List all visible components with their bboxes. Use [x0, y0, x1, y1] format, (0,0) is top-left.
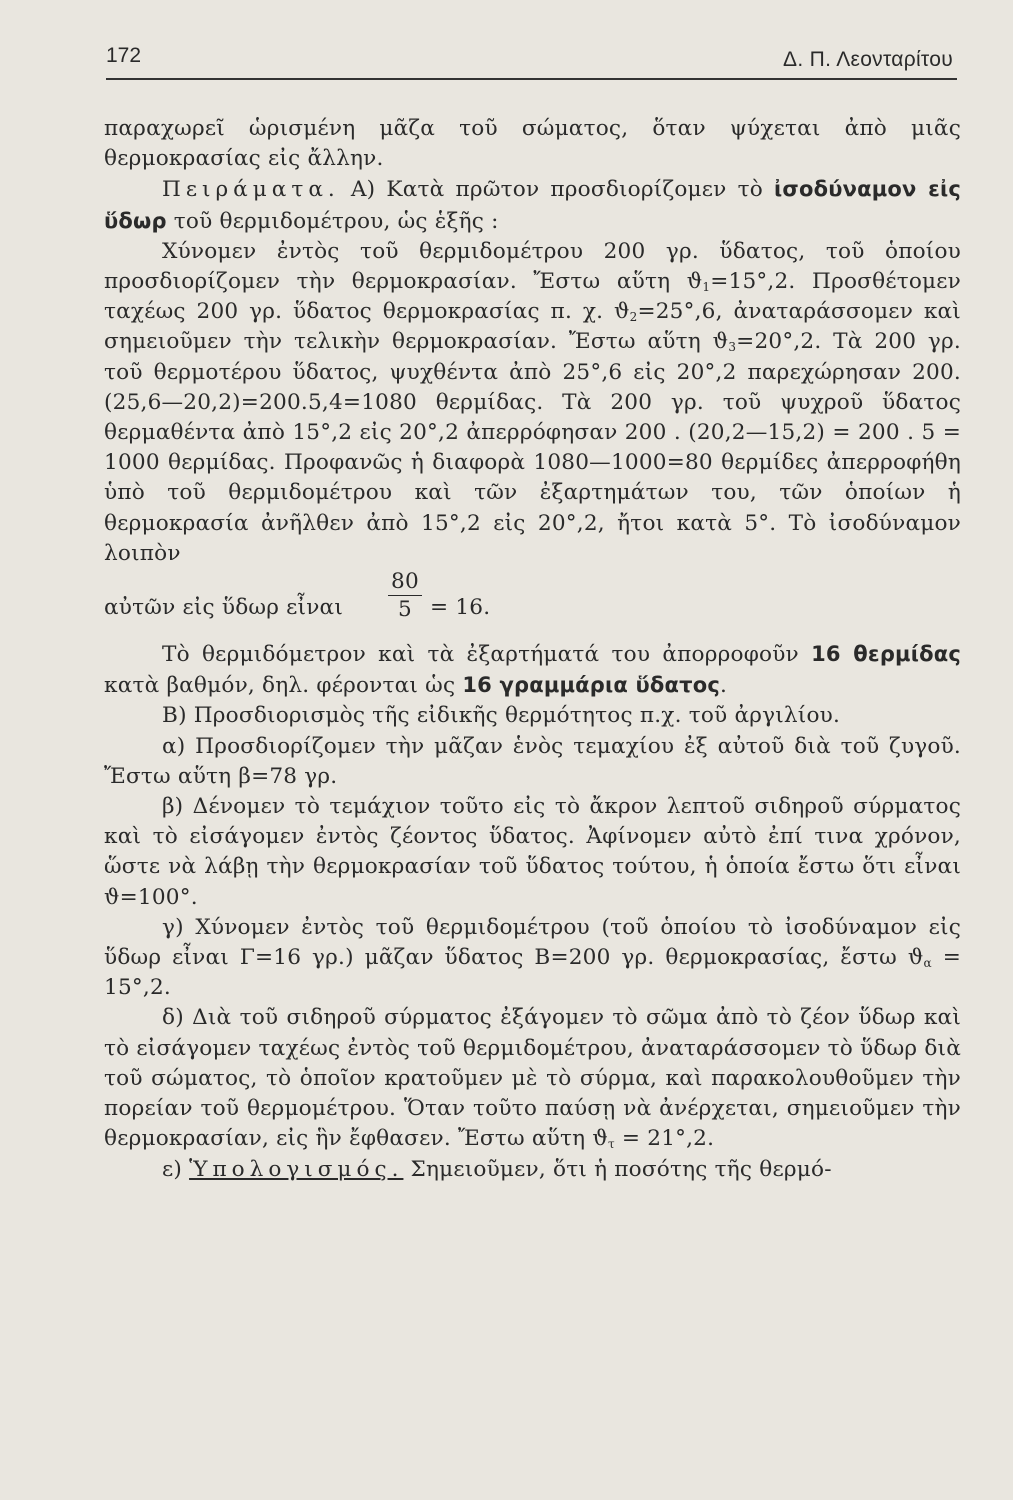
paragraph-intro: παραχωρεῖ ὡρισμένη μᾶζα τοῦ σώματος, ὅταν ψύχεται ἀπὸ μιᾶς θερμοκρασίας εἰς ἄλλην.: [104, 116, 961, 172]
experiments-heading: Πειράματα.: [162, 177, 340, 203]
paragraph-specific-heat-heading: Β) Προσδιορισμὸς τῆς εἰδικῆς θερμότητος π.χ. τοῦ ἀργιλίου.: [162, 703, 841, 729]
page-header: [104, 38, 961, 74]
paragraph-step-beta: β) Δένομεν τὸ τεμάχιον τοῦτο εἰς τὸ ἄκρον λεπτοῦ σιδηροῦ σύρματος καὶ τὸ εἰσάγομεν ἐντὸς ζέοντος ὕδατος. Ἀφίνομεν αὐτὸ ἐπί τινα χρόνον, ὥστε νὰ λάβῃ τὴν θερμοκρασίαν τοῦ ὕδατος τούτου, ἡ ὁποία ἔστω ὅτι εἶναι ϑ=100°.: [104, 794, 961, 910]
paragraph-step-alpha: α) Προσδιορίζομεν τὴν μᾶζαν ἑνὸς τεμαχίου ἐξ αὐτοῦ διὰ τοῦ ζυγοῦ. Ἔστω αὕτη β=78 γρ.: [104, 733, 961, 789]
header-rule: [106, 78, 957, 80]
formula-lead-text: αὐτῶν εἰς ὕδωρ εἶναι: [104, 595, 343, 621]
paragraph-step-gamma: γ) Χύνομεν ἐντὸς τοῦ θερμιδομέτρου (τοῦ ὁποίου τὸ ἰσοδύναμον εἰς ὕδωρ εἶναι Γ=16 γρ.) μᾶζαν ὕδατος Β=200 γρ. θερμοκρασίας, ἔστω $ϑ_\alpha = 15^\circ,2$.: [104, 914, 961, 1001]
formula-line: [104, 569, 961, 631]
paragraph-experiments: Πειράματα. Α) Κατὰ πρῶτον προσδιορίζομεν τὸ ἰσοδύναμον εἰς ὕδωρ τοῦ θερμιδομέτρου, ὡς ἑξῆς :: [104, 177, 961, 234]
fraction-numerator: 80: [388, 569, 422, 596]
bold-term-water-equivalent: ἰσοδύναμον εἰς ὕδωρ: [104, 177, 961, 233]
bold-16-calories: 16 θερμίδας: [811, 642, 961, 667]
paragraph-step-delta: δ) Διὰ τοῦ σιδηροῦ σύρματος ἐξάγομεν τὸ σῶμα ἀπὸ τὸ ζέον ὕδωρ καὶ τὸ εἰσάγομεν ταχέως ἐντὸς τοῦ θερμιδομέτρου, ἀναταράσσομεν τὸ ὕδωρ διὰ τοῦ σώματος, τὸ ὁποῖον κρατοῦμεν μὲ τὸ σύρμα, καὶ παρακολουθοῦμεν τὴν πορείαν τοῦ θερμομέτρου. Ὅταν τοῦτο παύσῃ νὰ ἀνέρχεται, σημειοῦμεν τὴν θερμοκρασίαν, εἰς ἣν ἔφθασεν. Ἔστω αὕτη $ϑ_\tau = 21^\circ,2$.: [104, 1005, 961, 1152]
calculation-heading: Ὑπολογισμός.: [189, 1156, 404, 1182]
bold-16-grams-water: 16 γραμμάρια ὕδατος: [462, 673, 721, 698]
formula-result: = 16.: [430, 595, 491, 621]
fraction-denominator: 5: [398, 597, 412, 623]
paragraph-procedure-a: Χύνομεν ἐντὸς τοῦ θερμιδομέτρου 200 γρ. ὕδατος, τοῦ ὁποίου προσδιορίζομεν τὴν θερμοκρασίαν. Ἔστω αὕτη $ϑ_1=15^\circ,2$. Προσθέτομεν ταχέως 200 γρ. ὕδατος θερμοκρασίας π. χ. $ϑ_2=25^\circ,6$, ἀναταράσσομεν καὶ σημειοῦμεν τὴν τελικὴν θερμοκρασίαν. Ἔστω αὕτη $ϑ_3=20^\circ,2$. Τὰ 200 γρ. τοῦ θερμοτέρου ὕδατος, ψυχθέντα ἀπὸ 25°,6 εἰς 20°,2 παρεχώρησαν 200.(25,6—20,2)=200.5,4=1080 θερμίδας. Τὰ 200 γρ. τοῦ ψυχροῦ ὕδατος θερμαθέντα ἀπὸ 15°,2 εἰς 20°,2 ἀπερρόφησαν 200 . (20,2—15,2) = 200 . 5 = 1000 θερμίδας. Προφανῶς ἡ διαφορὰ 1080—1000=80 θερμίδες ἀπερροφήθη ὑπὸ τοῦ θερμιδομέτρου καὶ τῶν ἐξαρτημάτων του, τῶν ὁποίων ἡ θερμοκρασία ἀνῆλθεν ἀπὸ 15°,2 εἰς 20°,2, ἤτοι κατὰ 5°. Τὸ ἰσοδύναμον λοιπὸν: [104, 238, 961, 566]
paragraph-step-epsilon: ε) Ὑπολογισμός. Σημειοῦμεν, ὅτι ἡ ποσότης τῆς θερμό-: [162, 1156, 832, 1182]
fraction: [388, 569, 422, 624]
paragraph-conclusion: Τὸ θερμιδόμετρον καὶ τὰ ἐξαρτήματά του ἀπορροφοῦν 16 θερμίδας κατὰ βαθμόν, δηλ. φέρονται ὡς 16 γραμμάρια ὕδατος.: [104, 642, 961, 699]
page-number: 172: [106, 44, 142, 67]
body-text: [104, 114, 961, 1185]
running-head-author: Δ. Π. Λεονταρίτου: [783, 48, 953, 71]
